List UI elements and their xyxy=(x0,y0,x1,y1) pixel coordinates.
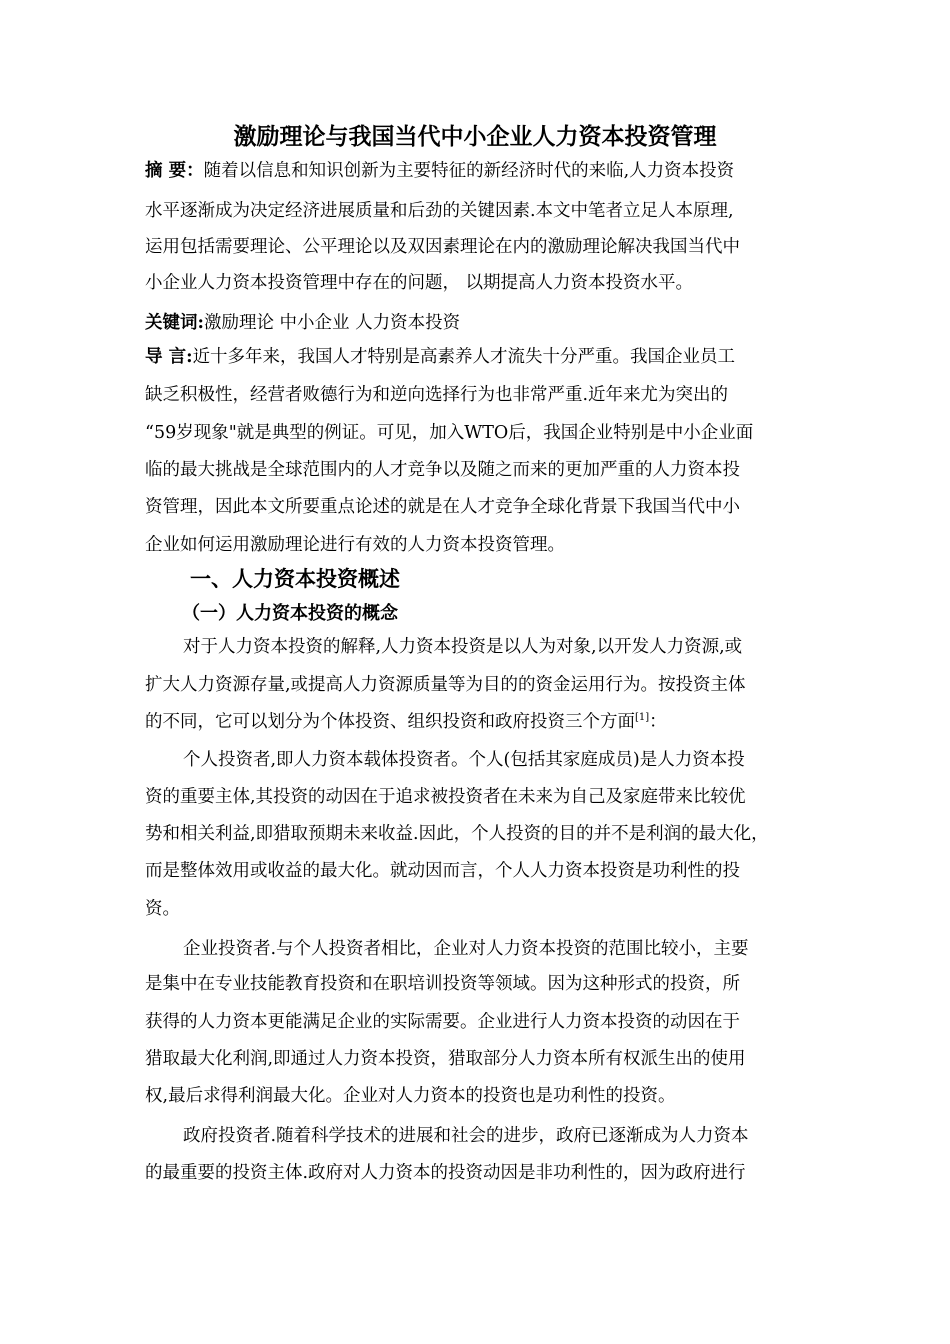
abstract-line-2: 水平逐渐成为决定经济进展质量和后劲的关键因素.本文中笔者立足人本原理, xyxy=(145,201,734,221)
citation-ref: [1] xyxy=(635,712,650,723)
p1-line-1: 对于人力资本投资的解释,人力资本投资是以人为对象,以开发人力资源,或 xyxy=(183,637,743,657)
p2-line-5: 资。 xyxy=(145,899,180,919)
p3-line-2: 是集中在专业技能教育投资和在职培训投资等领域。因为这种形式的投资，所 xyxy=(145,974,740,994)
p3-line-3: 获得的人力资本更能满足企业的实际需要。企业进行人力资本投资的动因在于 xyxy=(145,1012,740,1032)
intro-line-1 xyxy=(145,343,735,371)
p4-line-1: 政府投资者.随着科学技术的进展和社会的进步，政府已逐渐成为人力资本 xyxy=(183,1126,749,1146)
abstract-label: 摘 要： xyxy=(145,161,204,181)
intro-label: 导 言: xyxy=(145,347,193,367)
abstract-text: 随着以信息和知识创新为主要特征的新经济时代的来临,人力资本投资 xyxy=(203,161,735,181)
keywords-label: 关键词: xyxy=(145,313,204,333)
intro-line-2: 缺乏积极性，经营者败德行为和逆向选择行为也非常严重.近年来尤为突出的 xyxy=(145,385,729,405)
p3-line-1: 企业投资者.与个人投资者相比，企业对人力资本投资的范围比较小，主要 xyxy=(183,939,749,959)
p3-line-4: 猎取最大化利润,即通过人力资本投资，猎取部分人力资本所有权派生出的使用 xyxy=(145,1049,746,1069)
p1-line-3-text: 的不同，它可以划分为个体投资、组织投资和政府投资三个方面 xyxy=(145,712,635,732)
intro-line-3: “59岁现象"就是典型的例证。可见，加入WTO后，我国企业特别是中小企业面 xyxy=(145,423,754,443)
p2-line-3: 势和相关利益,即猎取预期未来收益.因此，个人投资的目的并不是利润的最大化， xyxy=(145,824,769,844)
p3-line-5: 权,最后求得利润最大化。企业对人力资本的投资也是功利性的投资。 xyxy=(145,1086,676,1106)
subsection-heading: （一）人力资本投资的概念 xyxy=(182,603,398,624)
p2-line-2: 资的重要主体,其投资的动因在于追求被投资者在未来为自己及家庭带来比较优 xyxy=(145,787,746,807)
intro-line-6: 企业如何运用激励理论进行有效的人力资本投资管理。 xyxy=(145,535,565,555)
p1-line-2: 扩大人力资源存量,或提高人力资源质量等为目的的资金运用行为。按投资主体 xyxy=(145,675,746,695)
keywords-text: 激励理论 中小企业 人力资本投资 xyxy=(203,313,461,333)
abstract-line-4: 小企业人力资本投资管理中存在的问题， 以期提高人力资本投资水平。 xyxy=(145,273,694,293)
p2-line-1: 个人投资者,即人力资本载体投资者。个人(包括其家庭成员)是人力资本投 xyxy=(183,750,745,770)
p2-line-4: 而是整体效用或收益的最大化。就动因而言，个人人力资本投资是功利性的投 xyxy=(145,861,740,881)
intro-line-5: 资管理，因此本文所要重点论述的就是在人才竞争全球化背景下我国当代中小 xyxy=(145,497,740,517)
intro-text: 近十多年来，我国人才特别是高素养人才流失十分严重。我国企业员工 xyxy=(192,347,736,367)
keywords-line xyxy=(145,309,460,337)
p4-line-2: 的最重要的投资主体.政府对人力资本的投资动因是非功利性的，因为政府进行 xyxy=(145,1163,746,1183)
abstract-line-3: 运用包括需要理论、公平理论以及双因素理论在内的激励理论解决我国当代中 xyxy=(145,237,740,257)
intro-line-4: 临的最大挑战是全球范围内的人才竞争以及随之而来的更加严重的人力资本投 xyxy=(145,460,740,480)
section-heading: 一、人力资本投资概述 xyxy=(190,566,400,591)
p1-ending: ： xyxy=(649,712,667,732)
p1-line-3 xyxy=(145,708,667,736)
document-title: 激励理论与我国当代中小企业人力资本投资管理 xyxy=(233,123,717,150)
abstract-line-1 xyxy=(145,157,734,185)
